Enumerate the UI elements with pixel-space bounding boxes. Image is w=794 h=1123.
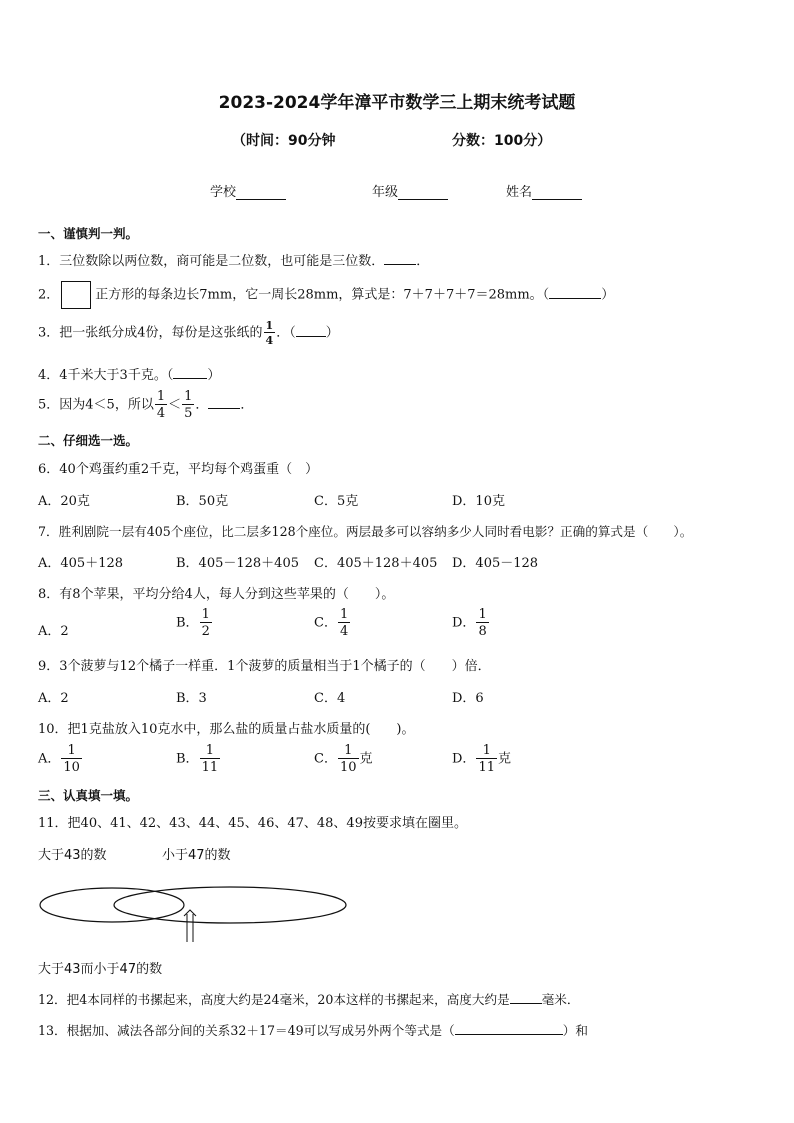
q10-option-c[interactable] <box>314 744 373 774</box>
name-blank[interactable] <box>532 185 582 200</box>
question-13 <box>38 1020 588 1039</box>
less-than-sign: ＜ <box>168 397 182 413</box>
question-10: 10．把1克盐放入10克水中，那么盐的质量占盐水质量的( )。 <box>38 722 415 737</box>
q8-option-b[interactable] <box>176 608 213 638</box>
section-3-heading: 三、认真填一填。 <box>38 788 139 803</box>
q8-option-a[interactable]: A．2 <box>38 624 69 639</box>
question-2-blank[interactable] <box>549 285 601 299</box>
question-5-text: 5．因为4＜5，所以 <box>38 397 154 413</box>
fraction-a: $\frac{1}{4}$ <box>156 389 166 421</box>
q7-option-b[interactable]: B．405－128＋405 <box>176 556 299 571</box>
q10-option-c-unit: 克 <box>359 751 373 767</box>
question-1 <box>38 250 429 269</box>
venn-left-label: 大于43的数 <box>38 848 107 863</box>
question-3-tail: ．（ <box>276 325 296 341</box>
q10-option-d-label: D． <box>452 751 476 767</box>
exam-title: 2023-2024学年漳平市数学三上期末统考试题 <box>218 93 576 113</box>
grade-field[interactable] <box>372 181 448 200</box>
question-3-blank[interactable] <box>296 323 326 337</box>
q10-option-d[interactable] <box>452 744 511 774</box>
question-12 <box>38 989 579 1008</box>
question-5 <box>38 390 253 420</box>
section-2-heading: 二、仔细选一选。 <box>38 433 139 448</box>
question-13-tail: ）和 <box>562 1023 588 1038</box>
exam-score: 分数：100分） <box>452 133 552 149</box>
question-4-text: 4．4千米大于3千克。（ <box>38 368 174 383</box>
question-4-blank[interactable] <box>173 365 207 379</box>
question-12-tail: 毫米． <box>541 992 580 1007</box>
q8-option-d-label: D． <box>452 615 476 631</box>
q6-option-c[interactable]: C．5克 <box>314 494 359 509</box>
grade-label: 年级 <box>372 185 399 200</box>
q6-option-b[interactable]: B．50克 <box>176 494 229 509</box>
question-7: 7．胜利剧院一层有405个座位，比二层多128个座位。两层最多可以容纳多少人同时看电影？正确的算式是（ ）。 <box>38 524 693 539</box>
venn-right-ellipse[interactable] <box>114 887 346 923</box>
question-2-close: ） <box>601 287 615 303</box>
question-5-tail: ． <box>195 397 209 413</box>
question-13-text: 13．根据加、减法各部分间的关系32＋17＝49可以写成另外两个等式是（ <box>38 1023 455 1038</box>
venn-diagram <box>36 876 348 944</box>
question-2-text: 正方形的每条边长7mm，它一周长28mm，算式是：7＋7＋7＋7＝28mm。（ <box>95 287 550 303</box>
grade-blank[interactable] <box>398 185 448 200</box>
question-5-blank[interactable] <box>208 395 240 409</box>
q7-option-a[interactable]: A．405＋128 <box>38 556 124 571</box>
q10-option-b[interactable] <box>176 744 221 774</box>
arrow-up-icon <box>184 910 196 942</box>
q10-fraction-d: $\frac{1}{11}$ <box>478 743 495 775</box>
question-3-text: 3．把一张纸分成4份，每份是这张纸的 <box>38 325 263 341</box>
question-1-end: ． <box>416 254 430 269</box>
square-figure <box>61 281 91 309</box>
question-13-blank[interactable] <box>455 1021 563 1035</box>
q9-option-c[interactable]: C．4 <box>314 691 346 706</box>
q8-option-c-label: C． <box>314 615 337 631</box>
q10-option-a-label: A． <box>38 751 61 767</box>
question-4 <box>38 364 220 383</box>
question-1-blank[interactable] <box>384 251 416 265</box>
question-1-text: 1．三位数除以两位数，商可能是二位数，也可能是三位数． <box>38 254 385 269</box>
venn-left-ellipse[interactable] <box>40 888 184 922</box>
school-label: 学校 <box>210 185 237 200</box>
question-11: 11．把40、41、42、43、44、45、46、47、48、49按要求填在圈里。 <box>38 816 467 831</box>
q7-option-c[interactable]: C．405＋128＋405 <box>314 556 438 571</box>
q9-option-b[interactable]: B．3 <box>176 691 207 706</box>
fraction-b: $\frac{1}{5}$ <box>184 389 193 421</box>
question-9: 9．3个菠萝与12个橘子一样重．1个菠萝的质量相当于1个橘子的（ ）倍． <box>38 659 491 674</box>
question-4-close: ） <box>207 368 221 383</box>
q8-fraction-eighth: $\frac{1}{8}$ <box>478 607 487 639</box>
question-8: 8．有8个苹果，平均分给4人，每人分到这些苹果的（ ）。 <box>38 587 395 602</box>
q7-option-d[interactable]: D．405－128 <box>452 556 539 571</box>
q10-option-b-label: B． <box>176 751 199 767</box>
q9-option-d[interactable]: D．6 <box>452 691 484 706</box>
question-12-text: 12．把4本同样的书摞起来，高度大约是24毫米，20本这样的书摞起来，高度大约是 <box>38 992 510 1007</box>
q10-fraction-c: $\frac{1}{10}$ <box>339 743 357 775</box>
q10-option-c-label: C． <box>314 751 337 767</box>
q10-fraction-b: $\frac{1}{11}$ <box>201 743 219 775</box>
fraction-one-quarter: $\frac{1}{4}$ <box>265 319 274 347</box>
q8-option-b-label: B． <box>176 615 199 631</box>
question-2-num: 2． <box>38 287 60 303</box>
q10-fraction-a: $\frac{1}{10}$ <box>63 743 80 775</box>
q8-fraction-half: $\frac{1}{2}$ <box>201 607 210 639</box>
q10-option-d-unit: 克 <box>497 751 511 767</box>
venn-right-label: 小于47的数 <box>162 848 231 863</box>
exam-time: （时间：90分钟 <box>232 133 336 149</box>
q8-option-c[interactable] <box>314 608 351 638</box>
school-field[interactable] <box>210 181 286 200</box>
school-blank[interactable] <box>236 185 286 200</box>
q9-option-a[interactable]: A．2 <box>38 691 69 706</box>
q8-fraction-quarter: $\frac{1}{4}$ <box>339 607 349 639</box>
question-2 <box>38 281 614 309</box>
question-6: 6．40个鸡蛋约重2千克，平均每个鸡蛋重（ ） <box>38 462 319 477</box>
section-1-heading: 一、谨慎判一判。 <box>38 226 139 241</box>
q8-option-d[interactable] <box>452 608 490 638</box>
q10-option-a[interactable] <box>38 744 83 774</box>
name-label: 姓名 <box>506 185 533 200</box>
q6-option-d[interactable]: D．10克 <box>452 494 505 509</box>
question-3-close: ） <box>325 325 339 341</box>
q6-option-a[interactable]: A．20克 <box>38 494 90 509</box>
venn-bottom-label: 大于43而小于47的数 <box>38 962 163 977</box>
question-5-end: ． <box>240 397 254 413</box>
name-field[interactable] <box>506 181 582 200</box>
question-3 <box>38 320 339 346</box>
question-12-blank[interactable] <box>510 990 542 1004</box>
